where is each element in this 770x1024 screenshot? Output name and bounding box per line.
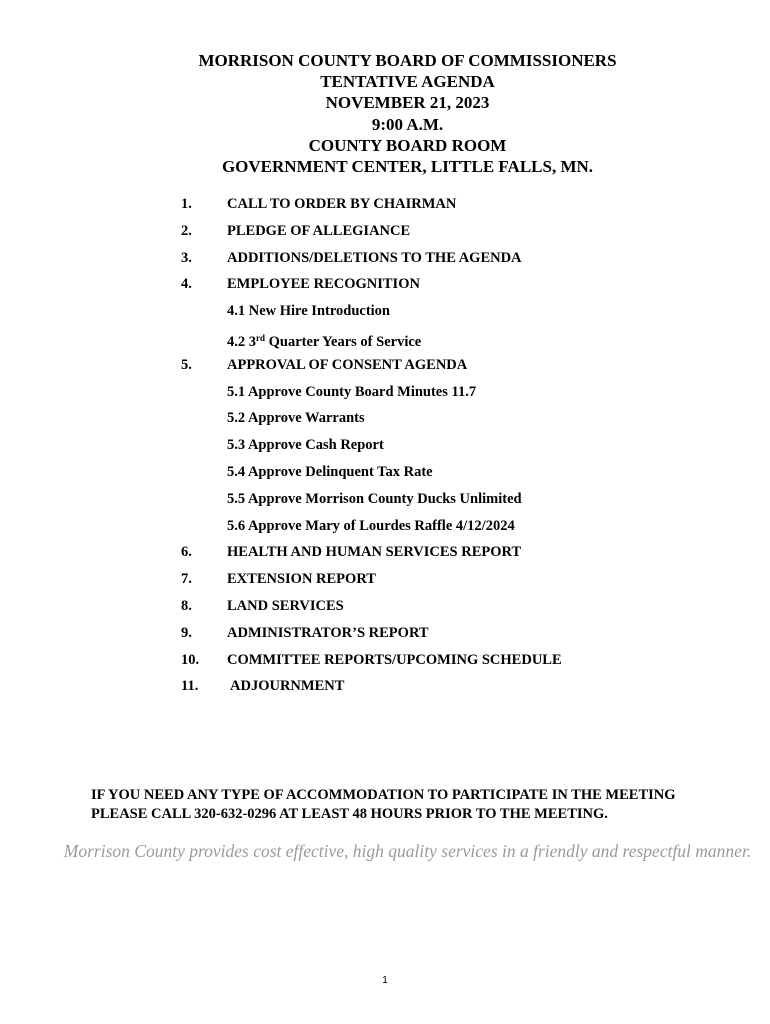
subitem-suffix: Quarter Years of Service xyxy=(265,333,422,350)
agenda-item xyxy=(0,540,770,567)
item-number: 8. xyxy=(181,597,192,614)
item-number: 10. xyxy=(181,651,200,668)
item-number: 1. xyxy=(181,196,192,212)
agenda-header xyxy=(0,50,770,177)
mission-statement: Morrison County provides cost effective, high quality services in a friendly and respectful manner. xyxy=(63,841,752,861)
item-number: 4. xyxy=(181,276,192,293)
agenda-list xyxy=(0,192,770,701)
agenda-item xyxy=(0,192,770,219)
board-title: MORRISON COUNTY BOARD OF COMMISSIONERS xyxy=(198,51,617,70)
item-number: 7. xyxy=(181,571,192,588)
item-number: 5. xyxy=(181,356,192,373)
agenda-item xyxy=(0,219,770,246)
agenda-item xyxy=(0,648,770,675)
agenda-subitem xyxy=(0,487,770,514)
meeting-room: COUNTY BOARD ROOM xyxy=(308,135,507,155)
subitem-prefix: 4.2 3 xyxy=(227,333,256,350)
item-title: LAND SERVICES xyxy=(227,597,344,614)
subitem-text: 5.2 Approve Warrants xyxy=(227,410,365,427)
item-title: EXTENSION REPORT xyxy=(227,571,376,588)
agenda-item xyxy=(0,674,770,701)
subitem-text: 5.6 Approve Mary of Lourdes Raffle 4/12/2024 xyxy=(227,517,515,534)
item-title: ADDITIONS/DELETIONS TO THE AGENDA xyxy=(227,249,522,266)
agenda-subitem xyxy=(0,514,770,541)
item-number: 9. xyxy=(181,624,192,641)
subitem-text: 5.3 Approve Cash Report xyxy=(227,437,384,454)
item-number: 3. xyxy=(181,249,192,266)
item-title: CALL TO ORDER BY CHAIRMAN xyxy=(227,196,457,212)
ordinal-suffix: rd xyxy=(256,332,265,343)
item-title: ADJOURNMENT xyxy=(230,678,345,695)
subitem-text xyxy=(227,326,421,354)
agenda-subitem xyxy=(0,299,770,326)
agenda-item xyxy=(0,621,770,648)
agenda-item xyxy=(0,567,770,594)
item-number: 6. xyxy=(181,544,192,561)
agenda-subitem xyxy=(0,326,770,353)
item-title: ADMINISTRATOR’S REPORT xyxy=(227,624,429,641)
item-title: COMMITTEE REPORTS/UPCOMING SCHEDULE xyxy=(227,651,562,668)
subitem-text: 4.1 New Hire Introduction xyxy=(227,303,390,320)
document-type: TENTATIVE AGENDA xyxy=(320,72,495,92)
agenda-subitem xyxy=(0,380,770,407)
agenda-item xyxy=(0,594,770,621)
subitem-text: 5.5 Approve Morrison County Ducks Unlimited xyxy=(227,490,522,507)
item-title: EMPLOYEE RECOGNITION xyxy=(227,276,420,293)
subitem-text: 5.4 Approve Delinquent Tax Rate xyxy=(227,463,433,480)
subitem-text: 5.1 Approve County Board Minutes 11.7 xyxy=(227,383,477,400)
agenda-subitem xyxy=(0,460,770,487)
item-number: 2. xyxy=(181,222,192,239)
meeting-time: 9:00 A.M. xyxy=(371,114,444,134)
agenda-item xyxy=(0,272,770,299)
item-title: PLEDGE OF ALLEGIANCE xyxy=(227,222,411,239)
notice-line: IF YOU NEED ANY TYPE OF ACCOMMODATION TO PARTICIPATE IN THE MEETING xyxy=(91,787,676,803)
item-number: 11. xyxy=(181,678,199,695)
agenda-subitem xyxy=(0,433,770,460)
agenda-item xyxy=(0,246,770,273)
page-number: 1 xyxy=(382,975,388,986)
meeting-location: GOVERNMENT CENTER, LITTLE FALLS, MN. xyxy=(221,157,594,177)
accommodation-notice xyxy=(91,786,751,823)
item-title: APPROVAL OF CONSENT AGENDA xyxy=(227,356,468,373)
meeting-date: NOVEMBER 21, 2023 xyxy=(325,93,490,113)
item-title: HEALTH AND HUMAN SERVICES REPORT xyxy=(227,544,522,561)
notice-line: PLEASE CALL 320-632-0296 AT LEAST 48 HOURS PRIOR TO THE MEETING. xyxy=(91,805,608,822)
agenda-item xyxy=(0,353,770,380)
agenda-subitem xyxy=(0,406,770,433)
